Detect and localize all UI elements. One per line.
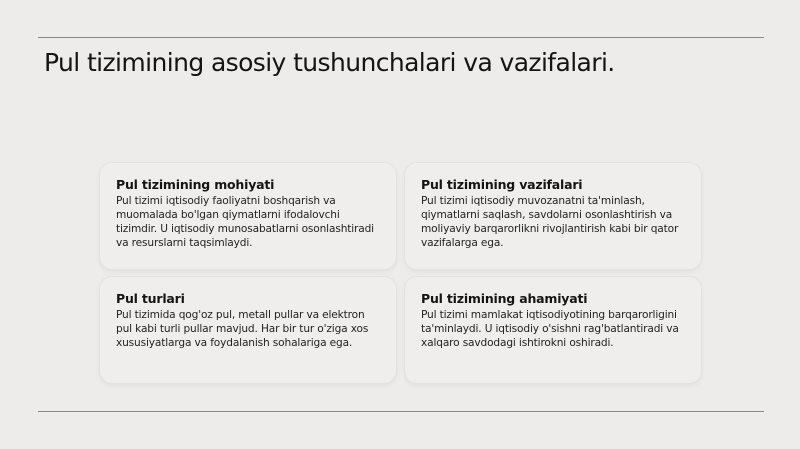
slide-title: Pul tizimining asosiy tushunchalari va vazifalari. (44, 48, 615, 77)
card-title: Pul tizimining vazifalari (421, 177, 583, 192)
top-divider (38, 37, 764, 38)
card-text: Pul tizimida qog'oz pul, metall pullar va elektron pul kabi turli pullar mavjud. Har bir tur o'ziga xos xususiyatlarga va foydalanish sohalariga ega. (116, 309, 369, 349)
card-importance (405, 277, 701, 383)
card-title: Pul turlari (116, 291, 185, 306)
card-title: Pul tizimining ahamiyati (421, 291, 588, 306)
card-text: Pul tizimi iqtisodiy faoliyatni boshqarish va muomalada bo'lgan qiymatlarni ifodalovchi tizimdir. U iqtisodiy munosabatlarni osonlashtiradi va resurslarni taqsimlaydi. (116, 195, 374, 249)
card-text: Pul tizimi mamlakat iqtisodiyotining barqarorligini ta'minlaydi. U iqtisodiy o'sishni rag'batlantiradi va xalqaro savdodagi ishtirokni oshiradi. (421, 309, 679, 349)
card-essence (100, 163, 396, 269)
card-title: Pul tizimining mohiyati (116, 177, 275, 192)
bottom-divider (38, 411, 764, 412)
card-functions (405, 163, 701, 269)
card-money-types (100, 277, 396, 383)
card-text: Pul tizimi iqtisodiy muvozanatni ta'minlash, qiymatlarni saqlash, savdolarni osonlashtirish va moliyaviy barqarorlikni rivojlantirish kabi bir qator vazifalarga ega. (421, 195, 679, 249)
